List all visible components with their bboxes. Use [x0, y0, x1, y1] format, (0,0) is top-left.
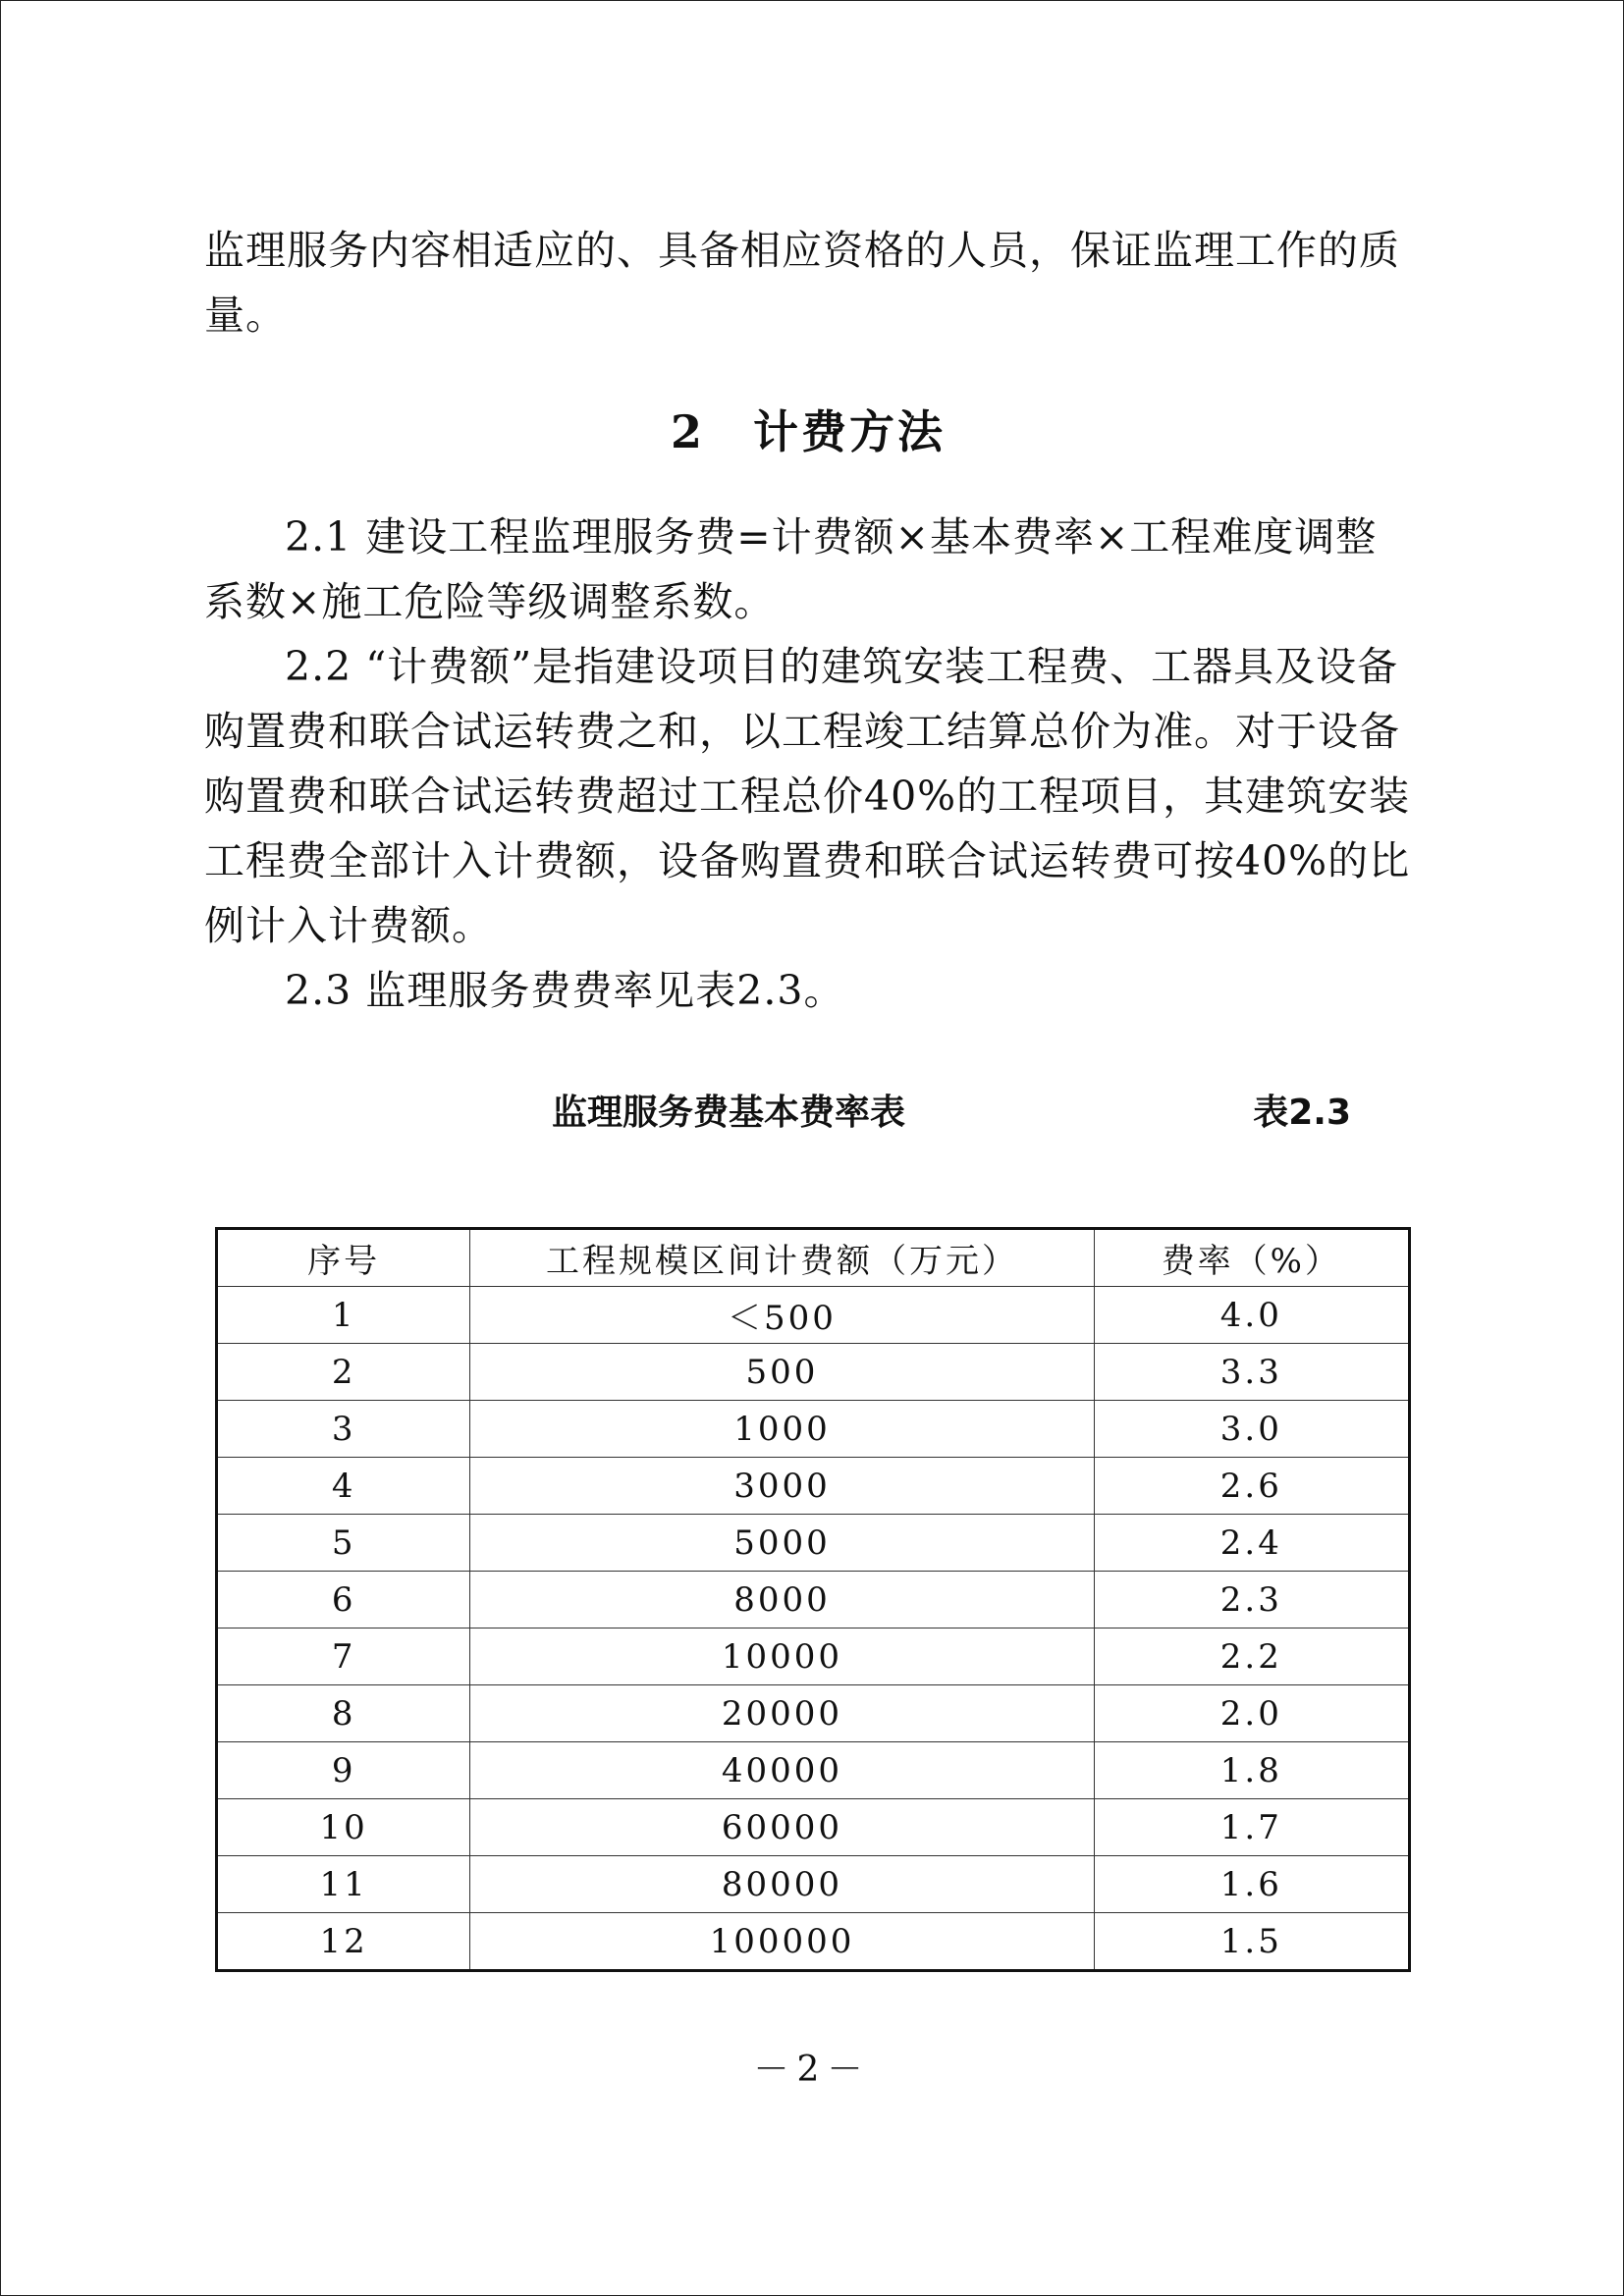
cell-rate: 4.0	[1094, 1287, 1409, 1344]
cell-rate: 1.7	[1094, 1799, 1409, 1856]
cell-index: 12	[217, 1913, 470, 1971]
table-row	[217, 1913, 1410, 1971]
clause-2-3: 2.3 监理服务费费率见表2.3。	[285, 967, 845, 1014]
cell-fee-range: 60000	[470, 1799, 1094, 1856]
table-row	[217, 1401, 1410, 1458]
cell-rate: 2.4	[1094, 1515, 1409, 1572]
cell-index: 8	[217, 1685, 470, 1742]
cell-index: 10	[217, 1799, 470, 1856]
clause-2-1: 2.1 建设工程监理服务费=计费额×基本费率×工程难度调整系数×施工危险等级调整系数。	[204, 513, 1378, 625]
cell-rate: 3.3	[1094, 1344, 1409, 1401]
table-row	[217, 1799, 1410, 1856]
cell-index: 7	[217, 1629, 470, 1685]
header-index: 序号	[217, 1229, 470, 1287]
cell-fee-range: 10000	[470, 1629, 1094, 1685]
cell-rate: 2.0	[1094, 1685, 1409, 1742]
cell-fee-range: 3000	[470, 1458, 1094, 1515]
cell-rate: 1.6	[1094, 1856, 1409, 1913]
cell-fee-range: 20000	[470, 1685, 1094, 1742]
cell-rate: 3.0	[1094, 1401, 1409, 1458]
table-row	[217, 1515, 1410, 1572]
cell-fee-range: ＜500	[470, 1287, 1094, 1344]
header-rate: 费率（%）	[1094, 1229, 1409, 1287]
cell-index: 4	[217, 1458, 470, 1515]
table-row	[217, 1287, 1410, 1344]
clause-2-2: 2.2 “计费额”是指建设项目的建筑安装工程费、工器具及设备购置费和联合试运转费之和，以工程竣工结算总价为准。对于设备购置费和联合试运转费超过工程总价40%的工程项目，其建筑安装工程费全部计入计费额，设备购置费和联合试运转费可按40%的比例计入计费额。	[204, 643, 1411, 949]
cell-fee-range: 500	[470, 1344, 1094, 1401]
table-row	[217, 1742, 1410, 1799]
page-number: －2－	[753, 2050, 871, 2090]
cell-index: 1	[217, 1287, 470, 1344]
table-row	[217, 1685, 1410, 1742]
table-row	[217, 1572, 1410, 1629]
cell-index: 5	[217, 1515, 470, 1572]
section-title: 2 计费方法	[670, 405, 946, 458]
table-header-row	[217, 1229, 1410, 1287]
table-row	[217, 1856, 1410, 1913]
cell-fee-range: 5000	[470, 1515, 1094, 1572]
cell-index: 9	[217, 1742, 470, 1799]
cell-index: 11	[217, 1856, 470, 1913]
table-row	[217, 1458, 1410, 1515]
cell-index: 3	[217, 1401, 470, 1458]
cell-index: 2	[217, 1344, 470, 1401]
cell-fee-range: 100000	[470, 1913, 1094, 1971]
cell-rate: 2.3	[1094, 1572, 1409, 1629]
cell-index: 6	[217, 1572, 470, 1629]
cell-rate: 1.8	[1094, 1742, 1409, 1799]
document-body	[204, 218, 1412, 1143]
table-number: 表2.3	[1253, 1093, 1351, 1133]
cell-fee-range: 8000	[470, 1572, 1094, 1629]
header-fee-range: 工程规模区间计费额（万元）	[470, 1229, 1094, 1287]
cell-fee-range: 1000	[470, 1401, 1094, 1458]
table-row	[217, 1629, 1410, 1685]
continuation-paragraph: 监理服务内容相适应的、具备相应资格的人员，保证监理工作的质量。	[204, 227, 1400, 339]
table-caption	[204, 1084, 1412, 1143]
cell-rate: 2.2	[1094, 1629, 1409, 1685]
cell-fee-range: 40000	[470, 1742, 1094, 1799]
fee-rate-table	[215, 1227, 1411, 1972]
cell-fee-range: 80000	[470, 1856, 1094, 1913]
cell-rate: 1.5	[1094, 1913, 1409, 1971]
table-row	[217, 1344, 1410, 1401]
cell-rate: 2.6	[1094, 1458, 1409, 1515]
table-title: 监理服务费基本费率表	[552, 1093, 906, 1133]
